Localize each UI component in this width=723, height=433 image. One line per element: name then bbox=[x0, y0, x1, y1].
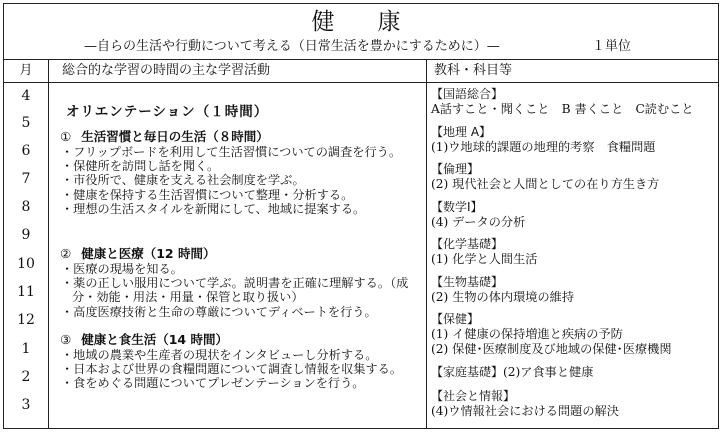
subject-line: 【家庭基礎】(2)ア食事と健康 bbox=[431, 365, 594, 379]
divider bbox=[426, 59, 427, 428]
activity-item: ・フリップボードを利用して生活習慣についての調査を行う。 bbox=[61, 145, 402, 159]
section-heading: ① 生活習慣と毎日の生活（８時間） bbox=[60, 129, 269, 144]
subject-heading: 【倫理】 bbox=[431, 162, 480, 176]
divider bbox=[48, 59, 49, 428]
activity-item: ・理想の生活スタイルを新聞にして、地域に提案する。 bbox=[61, 201, 366, 216]
month-label: 11 bbox=[17, 284, 35, 300]
activity-item: ・保健所を訪問し話を聞く。 bbox=[61, 159, 220, 174]
subject-heading: 【数学Ⅰ】 bbox=[431, 200, 483, 214]
subject-line: (1) 化学と人間生活 bbox=[431, 252, 538, 266]
subject-line: (4)ウ情報社会における問題の解決 bbox=[431, 404, 619, 418]
subject-line: (1)ウ地球的課題の地理的考察 食糧問題 bbox=[431, 140, 656, 154]
subject-line: (2) 保健･医療制度及び地域の保健･医療機関 bbox=[431, 342, 672, 356]
subject-block bbox=[431, 87, 716, 117]
subject-heading: 【地理 A】 bbox=[431, 125, 492, 139]
month-label: 2 bbox=[21, 369, 31, 385]
header-month: 月 bbox=[19, 63, 33, 78]
month-label: 6 bbox=[21, 143, 31, 159]
month-label: 1 bbox=[21, 341, 31, 357]
subject-block bbox=[431, 125, 716, 155]
subject-block bbox=[431, 389, 716, 419]
activity-item: ・健康を保持する生活習慣について整理・分析する。 bbox=[61, 187, 354, 202]
plan-table bbox=[3, 3, 719, 429]
month-label: 8 bbox=[21, 199, 31, 215]
header-subjects: 教科・科目等 bbox=[434, 63, 513, 78]
month-label: 3 bbox=[21, 397, 31, 413]
subject-line: A話すこと・聞くこと B 書くこと C読むこと bbox=[431, 102, 694, 116]
month-label: 12 bbox=[17, 312, 35, 328]
month-label: 7 bbox=[21, 171, 31, 187]
section-heading: ② 健康と医療（12 時間） bbox=[60, 246, 216, 261]
subject-heading: 【国語総合】 bbox=[431, 87, 504, 101]
subject-line: (2) 現代社会と人間としての在り方生き方 bbox=[431, 177, 660, 191]
section-heading: ③ 健康と食生活（14 時間） bbox=[60, 332, 228, 347]
subject-heading: 【家庭基礎】 bbox=[431, 365, 504, 379]
subject-line: (2) 生物の体内環境の維持 bbox=[431, 290, 575, 304]
divider bbox=[4, 82, 718, 83]
subject-block bbox=[431, 200, 716, 230]
unit-count: １単位 bbox=[592, 39, 632, 54]
subject-heading: 【生物基礎】 bbox=[431, 275, 504, 289]
subject-block bbox=[431, 275, 716, 305]
subject-heading: 【保健】 bbox=[431, 312, 480, 326]
subject-heading: 【化学基礎】 bbox=[431, 237, 504, 251]
subject-block bbox=[431, 312, 716, 357]
subject-block bbox=[431, 237, 716, 267]
subject-line: (4) データの分析 bbox=[431, 215, 526, 229]
month-label: 9 bbox=[21, 227, 31, 243]
activity-item: ・高度医療技術と生命の尊厳についてディベートを行う。 bbox=[61, 304, 377, 319]
orientation-heading: オリエンテーション（１時間） bbox=[66, 104, 269, 120]
month-label: 10 bbox=[17, 256, 35, 272]
page-title: 健 康 bbox=[311, 9, 411, 35]
activity-item: ・日本および世界の食糧問題について調査し情報を収集する。 bbox=[61, 362, 403, 377]
activity-section bbox=[58, 246, 422, 319]
activity-item: ・薬の正しい服用について学ぶ。説明書を正確に理解する。（成分・効能・用法・用量・保管と取り扱い） bbox=[61, 276, 409, 305]
activity-section bbox=[58, 129, 422, 216]
subject-block bbox=[431, 162, 716, 192]
month-label: 5 bbox=[21, 115, 31, 131]
subtitle: —自らの生活や行動について考える（日常生活を豊かにするために）— bbox=[84, 39, 500, 54]
activity-item: ・食をめぐる問題についてプレゼンテーションを行う。 bbox=[61, 376, 365, 391]
divider bbox=[4, 59, 718, 60]
activity-item: ・市役所で、健康を支える社会制度を学ぶ。 bbox=[61, 173, 305, 188]
activity-section bbox=[58, 332, 422, 391]
header-activities: 総合的な学習の時間の主な学習活動 bbox=[62, 63, 271, 78]
subject-line: (1) イ健康の保持増進と疾病の予防 bbox=[431, 327, 623, 341]
activity-item: ・地域の農業や生産者の現状をインタビューし分析する。 bbox=[61, 348, 378, 362]
activity-item: ・医療の現場を知る。 bbox=[61, 262, 183, 276]
month-label: 4 bbox=[21, 88, 31, 104]
subject-block bbox=[431, 365, 716, 380]
subject-heading: 【社会と情報】 bbox=[431, 389, 516, 403]
